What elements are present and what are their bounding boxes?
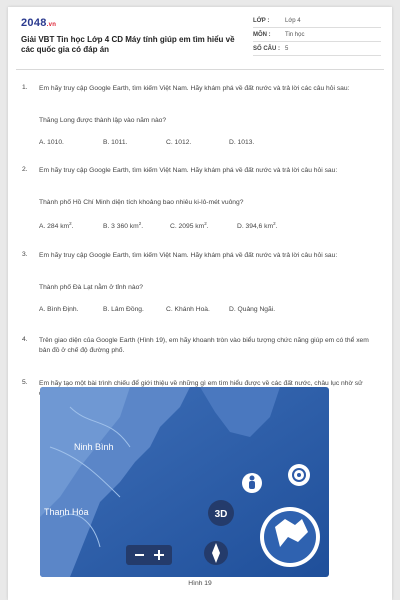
option-d: D. 394,6 $km^2$. <box>237 221 278 231</box>
question-prompt: Thành phố Đà Lạt nằm ở tỉnh nào? <box>39 284 144 291</box>
question-number: 3. <box>22 251 28 258</box>
document-title: Giải VBT Tin học Lớp 4 CD Máy tính giúp em tìm hiểu về các quốc gia có đáp án <box>21 35 235 54</box>
header <box>8 7 392 63</box>
question-text: Trên giao diện của Google Earth (Hình 19), em hãy khoanh tròn vào biểu tượng chức năng giúp em có thể xem bản đồ ở chế độ đường phố. <box>39 337 369 354</box>
option-c: C. 2095 $km^2$. <box>170 221 209 231</box>
question-number: 1. <box>22 84 28 91</box>
3d-view-button[interactable] <box>208 500 234 526</box>
my-location-icon[interactable] <box>288 464 310 486</box>
question-number: 4. <box>22 336 28 343</box>
question-text: Em hãy truy cập Google Earth, tìm kiếm Việt Nam. Hãy khám phá về đất nước và trả lời câu hỏi sau: <box>39 167 338 174</box>
meta-value: 5 <box>285 46 289 52</box>
globe-icon[interactable] <box>260 507 320 567</box>
option-b: B. 1011. <box>103 139 128 146</box>
option-b: B. Lâm Đồng. <box>103 306 144 313</box>
question-prompt: Thành phố Hồ Chí Minh diện tích khoảng bao nhiêu ki-lô-mét vuông? <box>39 199 244 206</box>
compass-icon[interactable] <box>204 541 228 565</box>
meta-label: LỚP : <box>253 18 270 24</box>
zoom-controls <box>126 545 172 565</box>
question-text: Em hãy truy cập Google Earth, tìm kiếm Việt Nam. Hãy khám phá về đất nước và trả lời các câu hỏi sau: <box>39 85 350 92</box>
place-label: Thanh Hóa <box>44 507 89 517</box>
divider <box>253 55 381 56</box>
question-number: 2. <box>22 166 28 173</box>
option-c: C. 1012. <box>166 139 192 146</box>
option-c: C. Khánh Hoà. <box>166 306 210 313</box>
option-d: D. 1013. <box>229 139 255 146</box>
place-label: Ninh Bình <box>74 442 114 452</box>
meta-label: MÔN : <box>253 32 271 38</box>
header-divider <box>16 69 384 70</box>
divider <box>253 27 381 28</box>
question-text: Em hãy truy cập Google Earth, tìm kiếm Việt Nam. Hãy khám phá về đất nước và trả lời câu hỏi sau: <box>39 252 338 259</box>
divider <box>253 41 381 42</box>
option-b: B. 3 360 $km^2$. <box>103 221 144 231</box>
3d-label: 3D <box>214 509 228 520</box>
figure-caption: Hình 19 <box>188 580 212 587</box>
option-a: A. Bình Định. <box>39 306 79 313</box>
question-text: Em hãy tạo một bài trình chiếu để giới thiệu về những gì em tìm hiểu được về các đất nước, châu lục nhờ sử <box>39 380 363 387</box>
meta-value: Lớp 4 <box>285 18 301 24</box>
meta-label: SỐ CÂU : <box>253 46 280 52</box>
map-image <box>40 387 329 577</box>
document-page <box>8 7 392 600</box>
question-prompt: Thăng Long được thành lập vào năm nào? <box>39 117 167 124</box>
option-d: D. Quảng Ngãi. <box>229 306 276 313</box>
zoom-out-icon[interactable] <box>135 554 144 556</box>
site-logo[interactable]: 2048.vn <box>21 17 57 29</box>
option-a: A. 284 $km^2$. <box>39 221 74 231</box>
meta-value: Tin học <box>285 32 305 38</box>
question-number: 5. <box>22 379 28 386</box>
street-view-icon[interactable] <box>242 473 262 493</box>
google-earth-figure <box>40 387 329 577</box>
option-a: A. 1010. <box>39 139 64 146</box>
